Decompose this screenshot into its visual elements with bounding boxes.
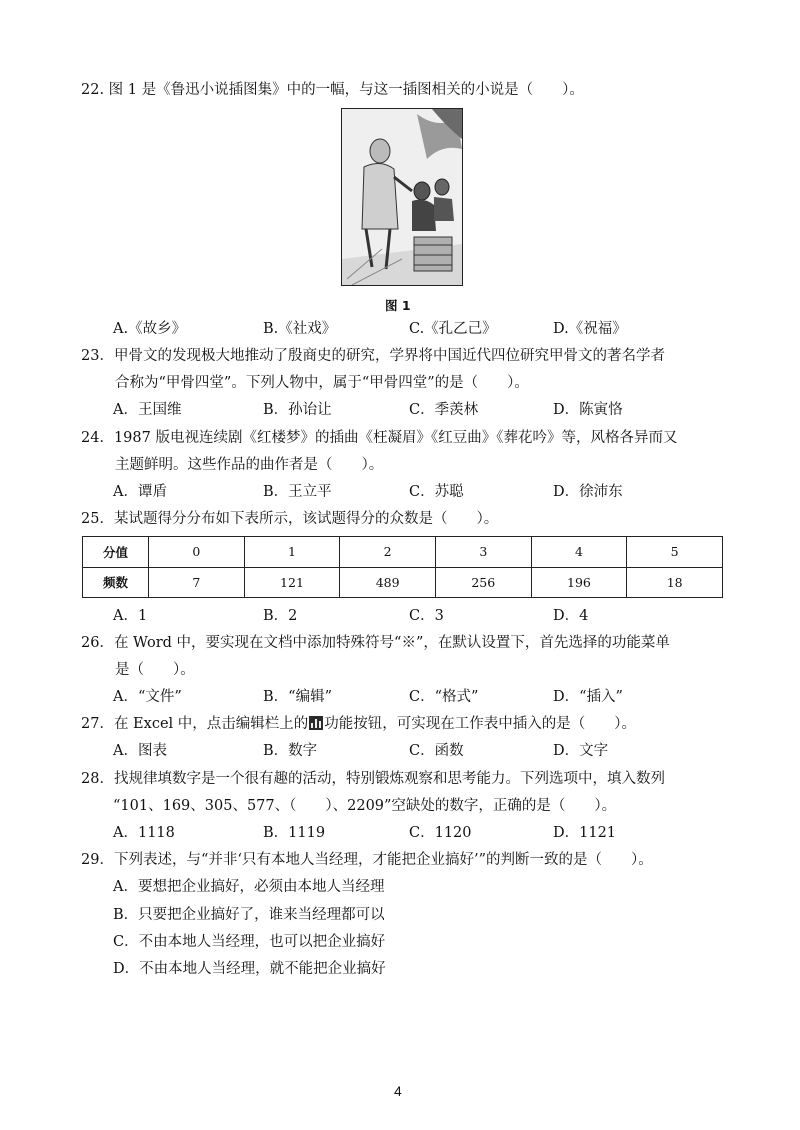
q29-option-a[interactable]: A．要想把企业搞好，必须由本地人当经理 (113, 879, 385, 895)
q23-option-c[interactable]: C．季羡林 (409, 402, 479, 418)
table-cell: 2 (340, 537, 436, 568)
q27-option-b[interactable]: B．数字 (263, 743, 318, 759)
q25-option-d[interactable]: D．4 (553, 608, 589, 624)
q28-option-c[interactable]: C．1120 (409, 825, 472, 841)
table-cell: 7 (149, 567, 245, 598)
table-cell: 256 (435, 567, 531, 598)
q22-option-b[interactable]: B.《社戏》 (263, 321, 337, 337)
q22-stem: 22. 图 1 是《鲁迅小说插图集》中的一幅，与这一插图相关的小说是（ ）。 (81, 82, 584, 98)
q28-option-a[interactable]: A．1118 (113, 825, 175, 841)
q27-stem-part2: 功能按钮，可实现在工作表中插入的是（ ）。 (324, 716, 637, 732)
q24-option-a[interactable]: A．谭盾 (113, 484, 167, 500)
table-cell: 4 (531, 537, 627, 568)
q27-option-c[interactable]: C．函数 (409, 743, 464, 759)
q29-stem: 29．下列表述，与“并非‘只有本地人当经理，才能把企业搞好’”的判断一致的是（ ）。 (81, 852, 653, 868)
table-cell: 18 (627, 567, 723, 598)
q23-option-b[interactable]: B．孙诒让 (263, 402, 332, 418)
table-cell: 196 (531, 567, 627, 598)
q27-option-a[interactable]: A．图表 (113, 743, 167, 759)
q23-stem-line2: 合称为“甲骨四堂”。下列人物中，属于“甲骨四堂”的是（ ）。 (115, 375, 529, 391)
row-label-frequency: 频数 (83, 567, 149, 598)
table-row (83, 567, 723, 598)
q25-option-a[interactable]: A．1 (113, 608, 148, 624)
q23-stem-line1: 23．甲骨文的发现极大地推动了殷商史的研究，学界将中国近代四位研究甲骨文的著名学者 (81, 348, 665, 364)
q25-stem: 25．某试题得分分布如下表所示，该试题得分的众数是（ ）。 (81, 511, 499, 527)
table-cell: 1 (244, 537, 340, 568)
q27-stem-part1: 27．在 Excel 中，点击编辑栏上的 (81, 716, 309, 732)
q26-stem-line1: 26．在 Word 中，要实现在文档中添加特殊符号“※”，在默认设置下，首先选择的功能菜单 (81, 635, 670, 651)
table-cell: 489 (340, 567, 436, 598)
q25-option-c[interactable]: C．3 (409, 608, 444, 624)
q24-option-b[interactable]: B．王立平 (263, 484, 332, 500)
q26-option-c[interactable]: C．“格式” (409, 689, 479, 705)
q29-option-c[interactable]: C．不由本地人当经理，也可以把企业搞好 (113, 934, 386, 950)
q24-stem-line2: 主题鲜明。这些作品的曲作者是（ ）。 (115, 457, 384, 473)
q28-option-b[interactable]: B．1119 (263, 825, 326, 841)
q27-stem (81, 714, 636, 734)
illustration-drawing (342, 109, 462, 285)
q26-stem-line2: 是（ ）。 (115, 662, 195, 678)
table-row (83, 537, 723, 568)
q23-option-d[interactable]: D．陈寅恪 (553, 402, 623, 418)
q28-option-d[interactable]: D．1121 (553, 825, 617, 841)
q25-option-b[interactable]: B．2 (263, 608, 298, 624)
q22-option-d[interactable]: D.《祝福》 (553, 321, 627, 337)
q26-option-b[interactable]: B．“编辑” (263, 689, 332, 705)
table-cell: 5 (627, 537, 723, 568)
page-number: 4 (394, 1083, 402, 1099)
score-distribution-table (82, 536, 723, 598)
q29-option-d[interactable]: D．不由本地人当经理，就不能把企业搞好 (113, 961, 386, 977)
q26-option-a[interactable]: A．“文件” (113, 689, 182, 705)
chart-wizard-icon (309, 716, 323, 730)
q28-stem-line1: 28．找规律填数字是一个很有趣的活动，特别锻炼观察和思考能力。下列选项中，填入数列 (81, 771, 665, 787)
q27-option-d[interactable]: D．文字 (553, 743, 609, 759)
q24-option-d[interactable]: D．徐沛东 (553, 484, 623, 500)
table-cell: 3 (435, 537, 531, 568)
figure-1-illustration (341, 108, 463, 286)
table-cell: 121 (244, 567, 340, 598)
q22-option-a[interactable]: A.《故乡》 (113, 321, 187, 337)
row-label-score: 分值 (83, 537, 149, 568)
table-cell: 0 (149, 537, 245, 568)
q28-stem-line2: “101、169、305、577、（ ）、2209”空缺处的数字，正确的是（ ）。 (113, 798, 617, 814)
q29-option-b[interactable]: B．只要把企业搞好了，谁来当经理都可以 (113, 907, 385, 923)
q22-option-c[interactable]: C.《孔乙己》 (409, 321, 497, 337)
q26-option-d[interactable]: D．“插入” (553, 689, 623, 705)
q24-stem-line1: 24．1987 版电视连续剧《红楼梦》的插曲《枉凝眉》《红豆曲》《葬花吟》等，风格各异而又 (81, 430, 678, 446)
q24-option-c[interactable]: C．苏聪 (409, 484, 464, 500)
figure-caption: 图 1 (385, 298, 411, 313)
q23-option-a[interactable]: A．王国维 (113, 402, 182, 418)
